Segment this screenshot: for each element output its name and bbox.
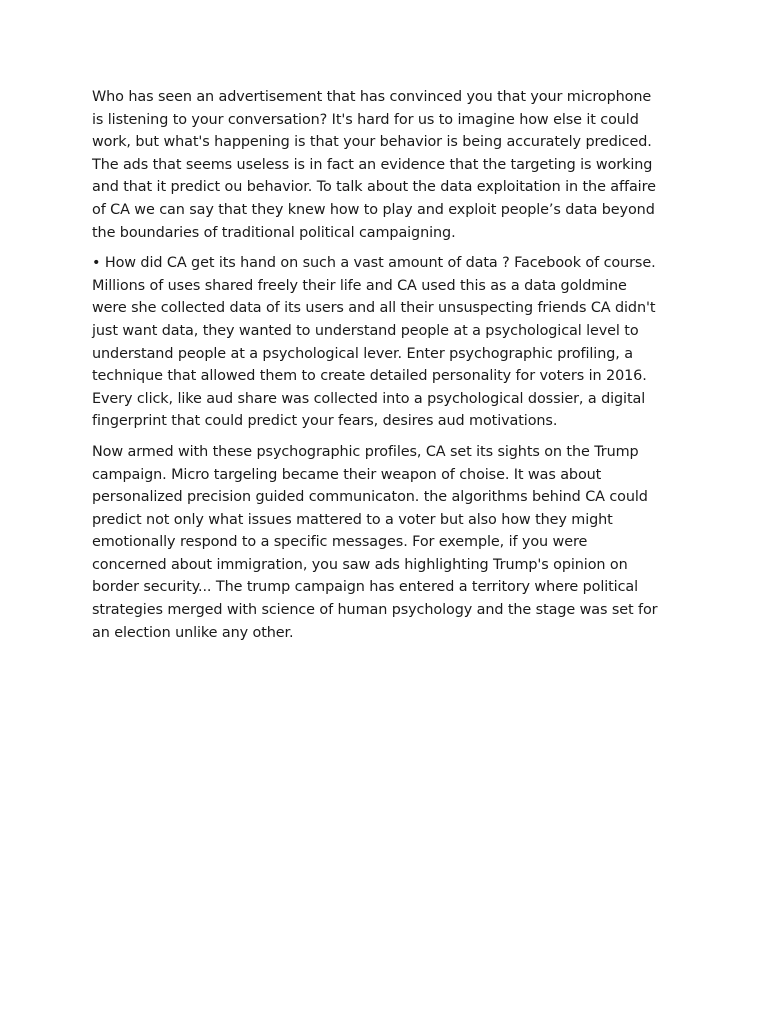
text-line: Millions of uses shared freely their life and CA used this as a data goldmine	[92, 277, 627, 294]
text-line: border security... The trump campaign has entered a territory where political	[92, 579, 639, 596]
paragraph-microphone-ads	[92, 86, 692, 244]
text-line: personalized precision guided communicaton. the algorithms behind CA could	[92, 489, 648, 506]
text-line: an election unlike any other.	[92, 624, 294, 641]
text-line: fingerprint that could predict your fears, desires aud motivations.	[92, 413, 558, 430]
text-line: concerned about immigration, you saw ads highlighting Trump's opinion on	[92, 556, 628, 573]
text-line: emotionally respond to a specific messages. For exemple, if you were	[92, 534, 588, 551]
text-line: just want data, they wanted to understand people at a psychological level to	[92, 322, 639, 339]
text-line: Who has seen an advertisement that has convinced you that your microphone	[92, 89, 652, 105]
text-line: The ads that seems useless is in fact an evidence that the targeting is working	[92, 156, 653, 173]
paragraph-trump-campaign	[92, 441, 692, 644]
text-line: and that it predict ou behavior. To talk about the data exploitation in the affaire	[92, 179, 656, 196]
text-line: is listening to your conversation? It's hard for us to imagine how else it could	[92, 111, 639, 128]
text-line: work, but what's happening is that your behavior is being accurately prediced.	[92, 134, 652, 151]
text-line: Every click, like aud share was collected into a psychological dossier, a digital	[92, 390, 646, 407]
document-body	[92, 86, 692, 652]
text-line: understand people at a psychological lever. Enter psychographic profiling, a	[92, 345, 633, 362]
text-line: • How did CA get its hand on such a vast amount of data ? Facebook of course.	[92, 255, 656, 272]
text-line: predict not only what issues mattered to a voter but also how they might	[92, 511, 613, 528]
text-line: campaign. Micro targeling became their weapon of choise. It was about	[92, 466, 602, 483]
text-line: technique that allowed them to create detailed personality for voters in 2016.	[92, 368, 647, 385]
text-line: of CA we can say that they knew how to play and exploit people’s data beyond	[92, 201, 655, 218]
text-line: were she collected data of its users and all their unsuspecting friends CA didn't	[92, 300, 656, 317]
text-line: the boundaries of traditional political campaigning.	[92, 224, 456, 241]
paragraph-facebook-data	[92, 252, 692, 433]
text-line: Now armed with these psychographic profiles, CA set its sights on the Trump	[92, 443, 639, 460]
text-line: strategies merged with science of human psychology and the stage was set for	[92, 602, 658, 619]
